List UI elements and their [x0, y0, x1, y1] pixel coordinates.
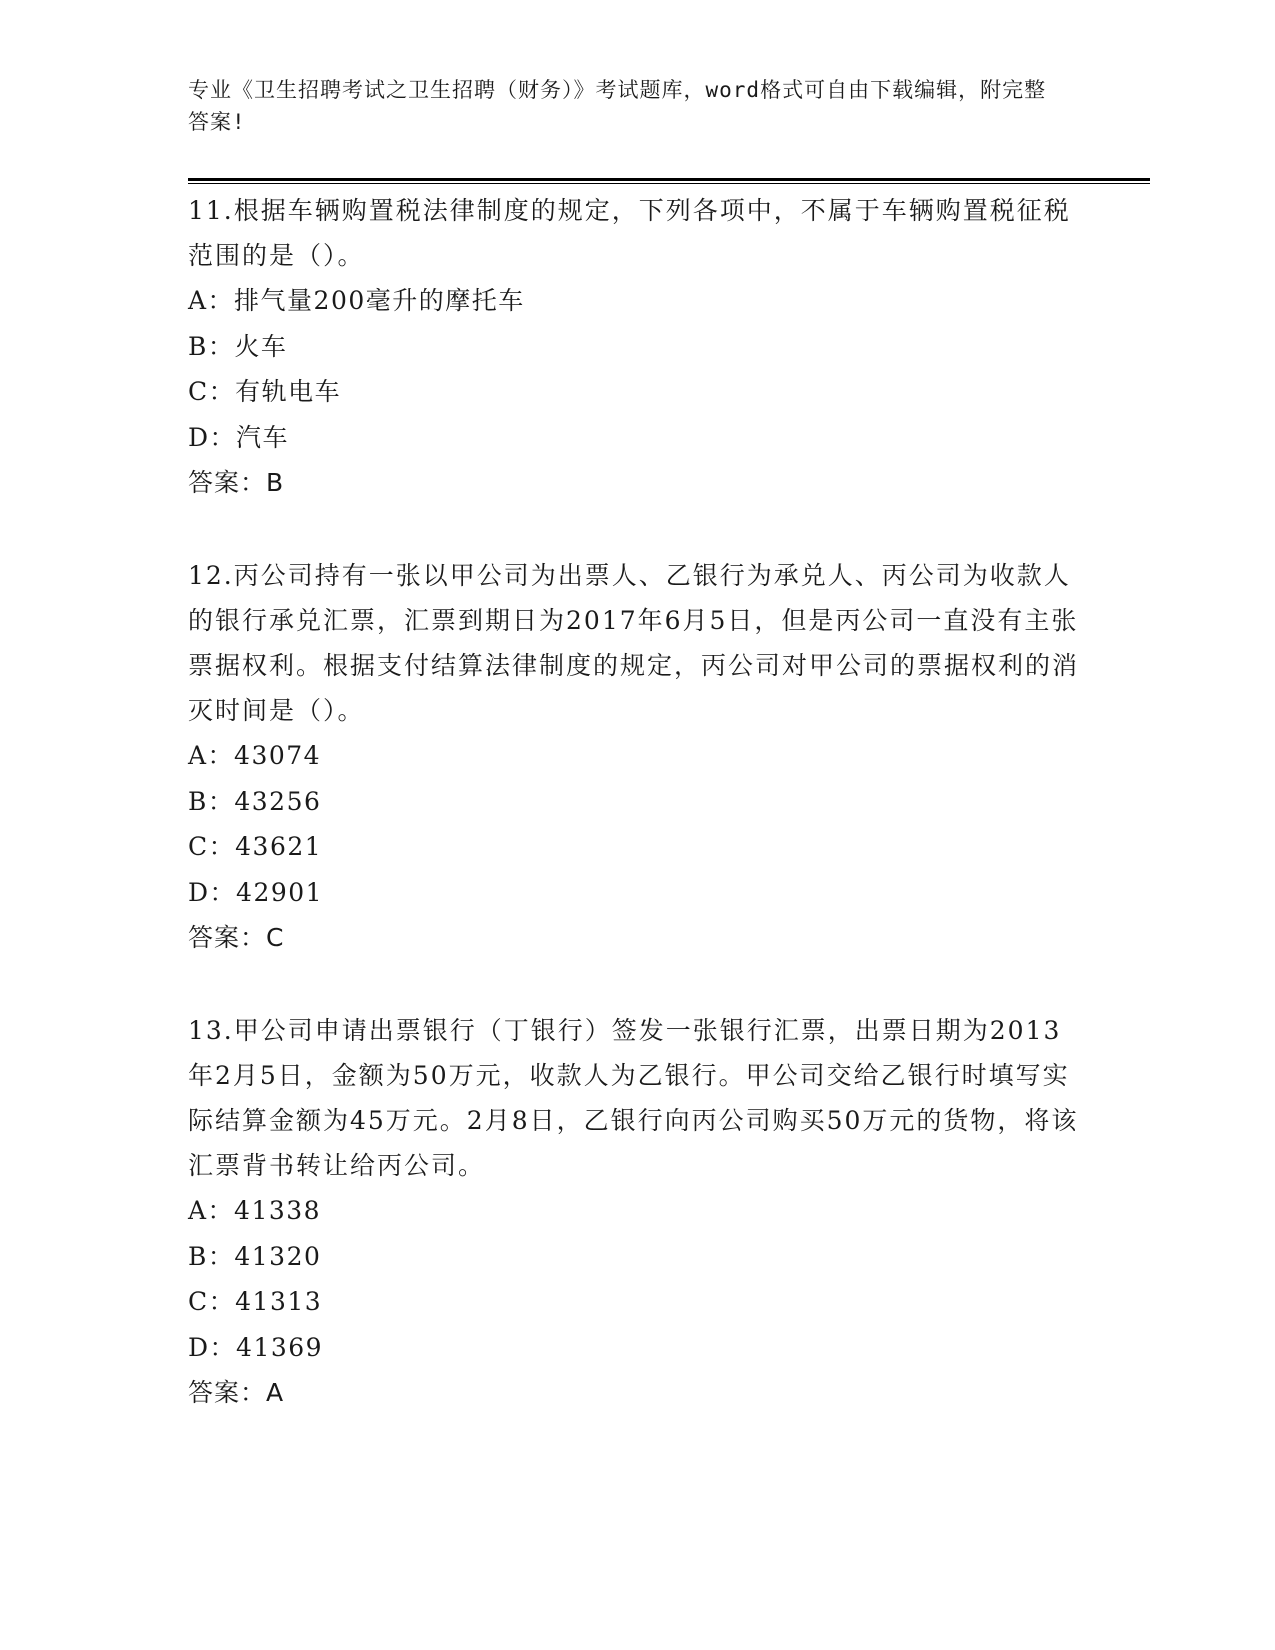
question-12 [188, 553, 1088, 960]
option-d: D：41369 [188, 1332, 324, 1362]
option-a: A：排气量200毫升的摩托车 [188, 286, 525, 315]
question-11 [188, 188, 1088, 505]
option-c: C：有轨电车 [188, 377, 342, 406]
answer-line: 答案：B [188, 468, 285, 497]
option-a: A：43074 [188, 741, 322, 770]
document-header: 专业《卫生招聘考试之卫生招聘（财务）》考试题库，word格式可自由下载编辑，附完整答案! [188, 78, 1047, 134]
option-c: C：43621 [188, 832, 323, 861]
question-stem: 13.甲公司申请出票银行（丁银行）签发一张银行汇票，出票日期为2013年2月5日，金额为50万元，收款人为乙银行。甲公司交给乙银行时填写实际结算金额为45万元。2月8日，乙银行向丙公司购买50万元的货物，将该汇票背书转让给丙公司。 [188, 1016, 1079, 1180]
option-d: D：汽车 [188, 422, 290, 452]
answer-line: 答案：C [188, 923, 285, 952]
header-divider [188, 178, 1150, 181]
answer-line: 答案：A [188, 1378, 285, 1407]
header-divider-thin [188, 183, 1150, 184]
option-d: D：42901 [188, 877, 324, 907]
question-stem: 11.根据车辆购置税法律制度的规定，下列各项中，不属于车辆购置税征税范围的是（）。 [188, 196, 1071, 270]
question-13 [188, 1008, 1088, 1415]
question-stem: 12.丙公司持有一张以甲公司为出票人、乙银行为承兑人、丙公司为收款人的银行承兑汇票，汇票到期日为2017年6月5日，但是丙公司一直没有主张票据权利。根据支付结算法律制度的规定，丙公司对甲公司的票据权利的消灭时间是（）。 [188, 561, 1080, 725]
option-c: C：41313 [188, 1287, 323, 1316]
option-b: B：火车 [188, 331, 288, 361]
option-b: B：43256 [188, 786, 322, 816]
option-b: B：41320 [188, 1241, 322, 1271]
option-a: A：41338 [188, 1196, 322, 1225]
